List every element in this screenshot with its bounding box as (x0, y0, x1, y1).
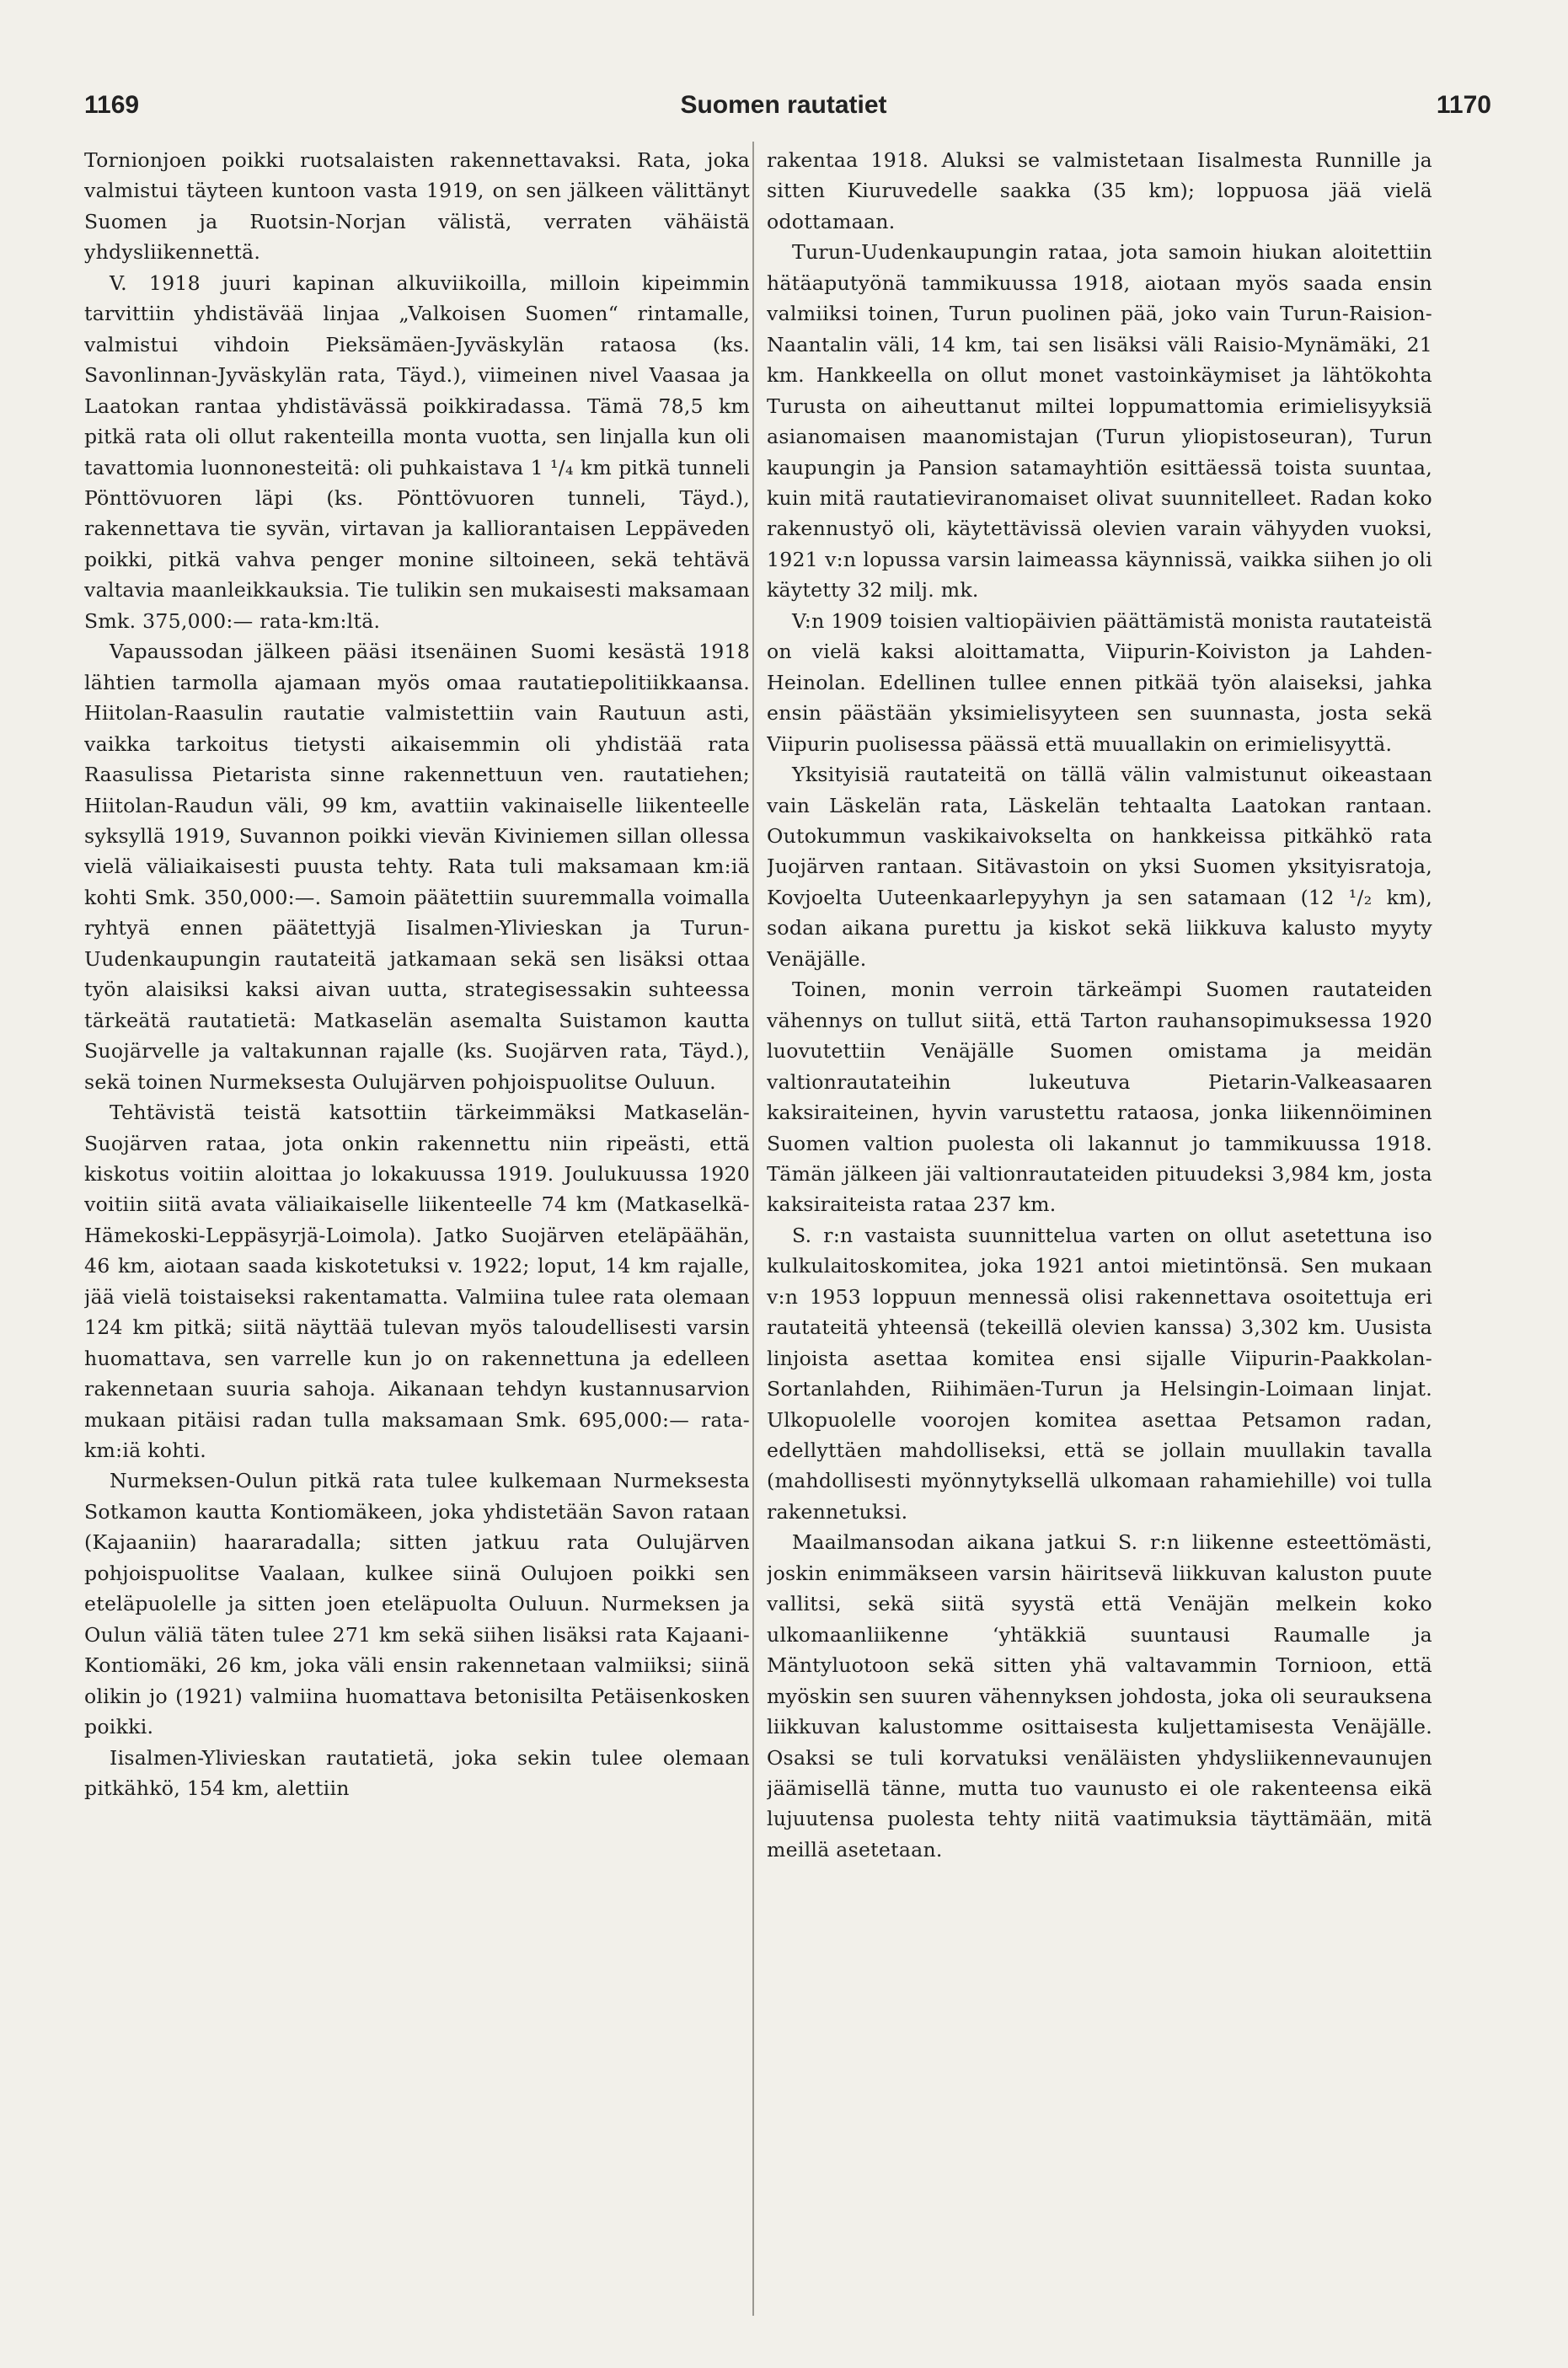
paragraph: Vapaussodan jälkeen pääsi itsenäinen Suomi kesästä 1918 lähtien tarmolla ajamaan myös omaa rautatiepolitiikkaansa. Hiitolan-Raasulin rautatie valmistettiin vain Rautuun asti, vaikka tarkoitus tietysti aikaisemmin oli yhdistää rata Raasulissa Pietarista sinne rakennettuun ven. rautatiehen; Hiitolan-Raudun väli, 99 km, avattiin vakinaiselle liikenteelle syksyllä 1919, Suvannon poikki vievän Kiviniemen sillan ollessa vielä väliaikaisesti puusta tehty. Rata tuli maksamaan km:iä kohti Smk. 350,000:—. Samoin päätettiin suuremmalla voimalla ryhtyä ennen päätettyjä Iisalmen-Ylivieskan ja Turun-Uudenkaupungin rautateitä jatkamaan sekä sen lisäksi ottaa työn alaisiksi kaksi aivan uutta, strategisessakin suhteessa tärkeätä rautatietä: Matkaselän asemalta Suistamon kautta Suojärvelle ja valtakunnan rajalle (ks. Suojärven rata, Täyd.), sekä toinen Nurmeksesta Oulujärven pohjoispuolitse Ouluun. (84, 640, 750, 1094)
right-column (767, 145, 1432, 2328)
paragraph: Maailmansodan aikana jatkui S. r:n liikenne esteettömästi, joskin enimmäkseen varsin häiritsevä liikkuvan kaluston puute vallitsi, sekä siitä syystä että Venäjän melkein koko ulkomaanliikenne ‘yhtäkkiä suuntausi Raumalle ja Mäntyluotoon sekä sitten yhä valtavammin Tornioon, että myöskin sen suuren vähennyksen johdosta, joka oli seurauksena liikkuvan kalustomme osittaisesta kuljettamisesta Venäjälle. Osaksi se tuli korvatuksi venäläisten yhdysliikennevaunujen jäämisellä tänne, mutta tuo vaunusto ei ole rakenteensa eikä lujuutensa puolesta tehty niitä vaatimuksia täyttämään, mitä meillä asetetaan. (767, 1530, 1432, 1862)
paragraph: rakentaa 1918. Aluksi se valmistetaan Iisalmesta Runnille ja sitten Kiuruvedelle saakka (35 km); loppuosa jää vielä odottamaan. (767, 148, 1432, 233)
page-number-right: 1170 (1436, 91, 1491, 119)
page-number-left: 1169 (84, 91, 140, 119)
page-header (76, 91, 1491, 133)
paragraph: Tehtävistä teistä katsottiin tärkeimmäksi Matkaselän-Suojärven rataa, jota onkin rakennettu niin ripeästi, että kiskotus voitiin aloittaa jo lokakuussa 1919. Joulukuussa 1920 voitiin siitä avata väliaikaiselle liikenteelle 74 km (Matkaselkä-Hämekoski-Leppäsyrjä-Loimola). Jatko Suojärven eteläpäähän, 46 km, aiotaan saada kiskotetuksi v. 1922; loput, 14 km rajalle, jää vielä toistaiseksi rakentamatta. Valmiina tulee rata olemaan 124 km pitkä; siitä näyttää tulevan myös taloudellisesti varsin huomattava, sen varrelle kun jo on rakennettuna ja edelleen rakennetaan suuria sahoja. Aikanaan tehdyn kustannusarvion mukaan pitäisi radan tulla maksamaan Smk. 695,000:— rata-km:iä kohti. (84, 1101, 750, 1463)
paragraph: Nurmeksen-Oulun pitkä rata tulee kulkemaan Nurmeksesta Sotkamon kautta Kontiomäkeen, joka yhdistetään Savon rataan (Kajaaniin) haararadalla; sitten jatkuu rata Oulujärven pohjoispuolitse Vaalaan, kulkee siinä Oulujoen poikki sen eteläpuolelle ja sitten joen eteläpuolta Ouluun. Nurmeksen ja Oulun väliä täten tulee 271 km sekä siihen lisäksi rata Kajaani-Kontiomäki, 26 km, joka väli ensin rakennetaan valmiiksi; siinä olikin jo (1921) valmiina huomattava betonisilta Petäisenkosken poikki. (84, 1469, 750, 1739)
paragraph: V. 1918 juuri kapinan alkuviikoilla, milloin kipeimmin tarvittiin yhdistävää linjaa „Valkoisen Suomen“ rintamalle, valmistui vihdoin Pieksämäen-Jyväskylän rataosa (ks. Savonlinnan-Jyväskylän rata, Täyd.), viimeinen nivel Vaasaa ja Laatokan rantaa yhdistävässä poikkiradassa. Tämä 78,5 km pitkä rata oli ollut rakenteilla monta vuotta, sen linjalla kun oli tavattomia luonnonesteitä: oli puhkaistava 1 ¹/₄ km pitkä tunneli Pönttövuoren läpi (ks. Pönttövuoren tunneli, Täyd.), rakennettava tie syvän, virtavan ja kalliorantaisen Leppäveden poikki, pitkä vahva penger monine siltoineen, sekä tehtävä valtavia maanleikkauksia. Tie tulikin sen mukaisesti maksamaan Smk. 375,000:— rata-km:ltä. (84, 271, 750, 633)
paragraph: Iisalmen-Ylivieskan rautatietä, joka sekin tulee olemaan pitkähkö, 154 km, alettiin (84, 1745, 750, 1801)
left-column (84, 145, 750, 2328)
running-title: Suomen rautatiet (680, 91, 887, 119)
paragraph: Yksityisiä rautateitä on tällä välin valmistunut oikeastaan vain Läskelän rata, Läskelän tehtaalta Laatokan rantaan. Outokummun vaskikaivokselta on hankkeissa pitkähkö rata Juojärven rantaan. Sitävastoin on yksi Suomen yksityisratoja, Kovjoelta Uuteenkaarlepyyhyn ja sen satamaan (12 ¹/₂ km), sodan aikana purettu ja kiskot sekä liikkuva kalusto myyty Venäjälle. (767, 763, 1432, 971)
paragraph: Turun-Uudenkaupungin rataa, jota samoin hiukan aloitettiin hätäaputyönä tammikuussa 1918, aiotaan myös saada ensin valmiiksi toinen, Turun puolinen pää, joko vain Turun-Raision-Naantalin väli, 14 km, tai sen lisäksi väli Raisio-Mynämäki, 21 km. Hankkeella on ollut monet vastoinkäymiset ja lähtökohta Turusta on aiheuttanut miltei loppumattomia erimielisyyksiä asianomaisen maanomistajan (Turun yliopistoseuran), Turun kaupungin ja Pansion satamayhtiön esittäessä toista suuntaa, kuin mitä rautatieviranomaiset olivat suunnitelleet. Radan koko rakennustyö oli, käytettävissä olevien varain vähyyden vuoksi, 1921 v:n lopussa varsin laimeassa käynnissä, vaikka siihen jo oli käytetty 32 milj. mk. (767, 240, 1432, 603)
paragraph: V:n 1909 toisien valtiopäivien päättämistä monista rautateistä on vielä kaksi aloittamatta, Viipurin-Koiviston ja Lahden-Heinolan. Edellinen tullee ennen pitkää työn alaiseksi, jahka ensin päästään yksimielisyyteen sen suunnasta, josta sekä Viipurin puolisessa päässä että muuallakin on erimielisyyttä. (767, 608, 1432, 756)
column-divider (752, 142, 754, 2316)
paragraph: Tornionjoen poikki ruotsalaisten rakennettavaksi. Rata, joka valmistui täyteen kuntoon vasta 1919, on sen jälkeen välittänyt Suomen ja Ruotsin-Norjan välistä, verraten vähäistä yhdysliikennettä. (84, 148, 750, 265)
paragraph: Toinen, monin verroin tärkeämpi Suomen rautateiden vähennys on tullut siitä, että Tarton rauhansopimuksessa 1920 luovutettiin Venäjälle Suomen omistama ja meidän valtionrautateihin lukeutuva Pietarin-Valkeasaaren kaksiraiteinen, hyvin varustettu rataosa, jonka liikennöiminen Suomen valtion puolesta oli lakannut jo tammikuussa 1918. Tämän jälkeen jäi valtionrautateiden pituudeksi 3,984 km, josta kaksiraiteista rataa 237 km. (767, 978, 1432, 1217)
paragraph: S. r:n vastaista suunnittelua varten on ollut asetettuna iso kulkulaitoskomitea, joka 1921 antoi mietintönsä. Sen mukaan v:n 1953 loppuun mennessä olisi rakennettava osoitettuja eri rautateitä yhteensä (tekeillä olevien kanssa) 3,302 km. Uusista linjoista asettaa komitea ensi sijalle Viipurin-Paakkolan-Sortanlahden, Riihimäen-Turun ja Helsingin-Loimaan linjat. Ulkopuolelle voorojen komitea asettaa Petsamon radan, edellyttäen mahdolliseksi, että se jollain muullakin tavalla (mahdollisesti myönnytyksellä ulkomaan rahamiehille) voi tulla rakennetuksi. (767, 1223, 1432, 1524)
